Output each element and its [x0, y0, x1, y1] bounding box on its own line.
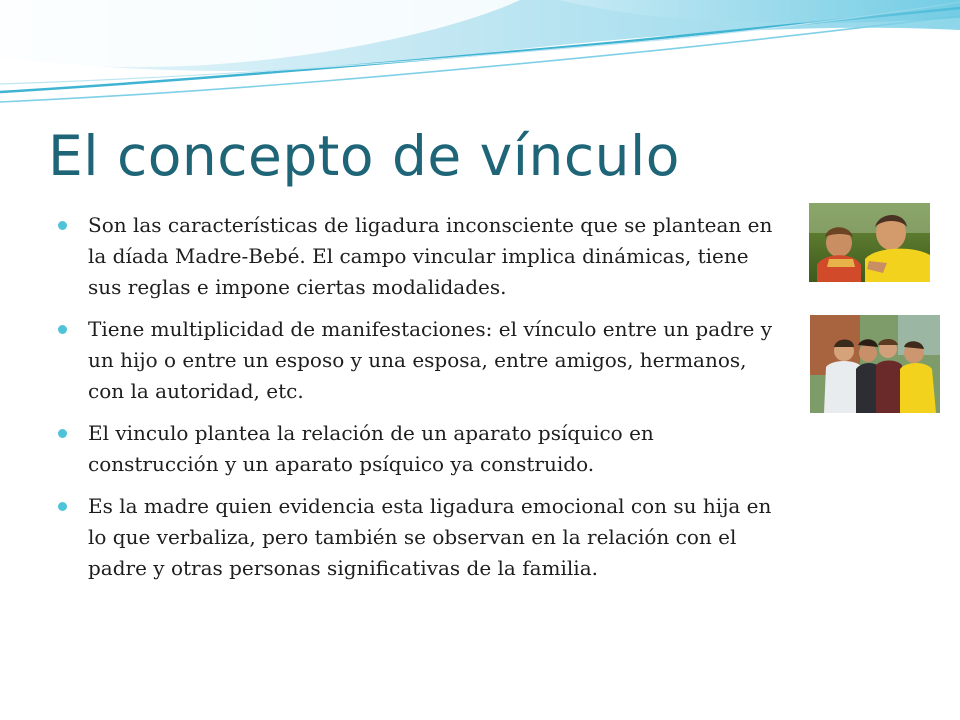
friends-photo [810, 315, 940, 413]
bullet-list [88, 210, 788, 595]
header-wave-decoration [0, 0, 960, 110]
bullet-dot [58, 221, 67, 230]
father-son-photo [809, 203, 930, 282]
bullet-text: Son las características de ligadura inconsciente que se plantean en la díada Madre-Bebé. El campo vincular implica dinámicas, tiene sus reglas e impone ciertas modalidades. [88, 213, 773, 299]
bullet-item [88, 491, 788, 584]
bullet-dot [58, 429, 67, 438]
bullet-dot [58, 502, 67, 511]
bullet-item [88, 418, 788, 480]
bullet-item [88, 314, 788, 407]
bullet-text: El vinculo plantea la relación de un aparato psíquico en construcción y un aparato psíquico ya construido. [88, 421, 654, 476]
slide-title: El concepto de vínculo [48, 124, 680, 188]
bullet-dot [58, 325, 67, 334]
bullet-item [88, 210, 788, 303]
bullet-text: Tiene multiplicidad de manifestaciones: el vínculo entre un padre y un hijo o entre un esposo y una esposa, entre amigos, hermanos, con la autoridad, etc. [88, 317, 772, 403]
bullet-text: Es la madre quien evidencia esta ligadura emocional con su hija en lo que verbaliza, pero también se observan en la relación con el padre y otras personas significativas de la familia. [88, 494, 772, 580]
